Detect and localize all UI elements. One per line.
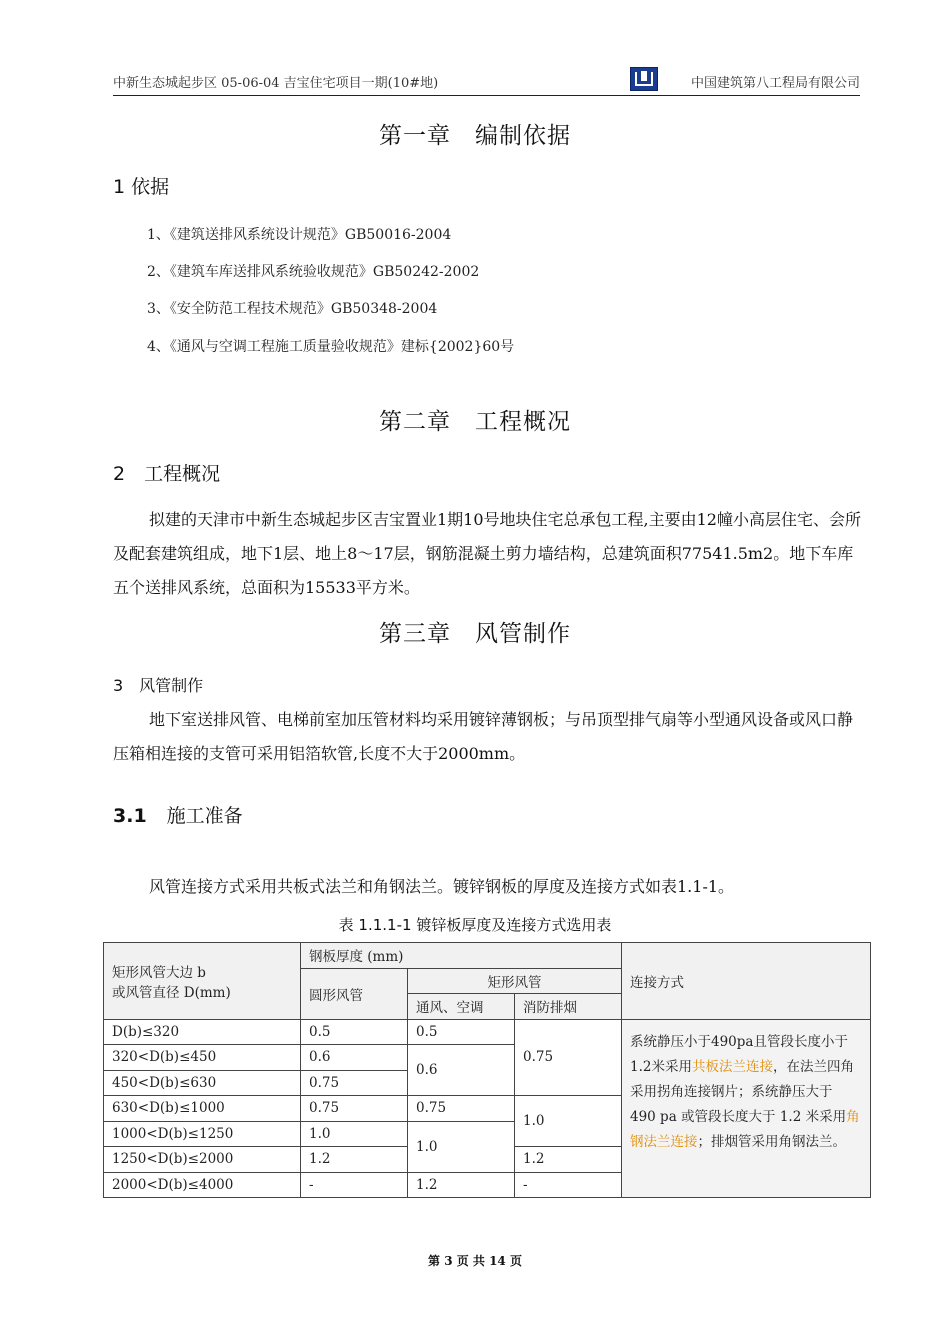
header-round: 圆形风管: [301, 968, 408, 1019]
table-row: 1000<D(b)≤1250 1.0 1.0: [104, 1121, 871, 1147]
header-size: 矩形风管大边 b 或风管直径 D(mm): [104, 943, 301, 1020]
subsection-paragraph: 风管连接方式采用共板式法兰和角钢法兰。镀锌钢板的厚度及连接方式如表1.1-1。: [149, 877, 735, 896]
section2-paragraph: 拟建的天津市中新生态城起步区吉宝置业1期10号地块住宅总承包工程,主要由12幢小高层住宅、会所及配套建筑组成，地下1层、地上8～17层，钢筋混凝土剪力墙结构，总建筑面积77541.5m2。地下车库五个送排风系统，总面积为15533平方米。: [113, 510, 861, 597]
subsection-3-1-title: [113, 801, 243, 828]
reference-3: 3、《安全防范工程技术规范》GB50348-2004: [147, 301, 438, 317]
header-thickness: 钢板厚度 (mm): [301, 943, 622, 969]
header-connection: 连接方式: [622, 943, 871, 1020]
connection-note: 系统静压小于490pa且管段长度小于1.2米采用共板法兰连接，在法兰四角采用拐角连接钢片；系统静压大于 490 pa 或管段长度大于 1.2 米采用角钢法兰连接；排烟管采用角钢法兰。: [622, 1019, 871, 1198]
section2-title: 2 工程概况: [113, 463, 221, 485]
subsection-number: 3.1: [113, 805, 147, 827]
section3-paragraph: 地下室送排风管、电梯前室加压管材料均采用镀锌薄钢板；与吊顶型排气扇等小型通风设备或风口静压箱相连接的支管可采用铝箔软管,长度不大于2000mm。: [113, 710, 854, 763]
chapter2-title: 第二章 工程概况: [379, 409, 571, 435]
header-smoke: 消防排烟: [515, 994, 622, 1020]
company-logo-icon: [630, 67, 658, 91]
header-divider: [113, 95, 860, 96]
thickness-table: [103, 942, 871, 1198]
table-row: 450<D(b)≤630 0.75: [104, 1070, 871, 1096]
chapter3-title: 第三章 风管制作: [379, 621, 571, 647]
reference-2: 2、《建筑车库送排风系统验收规范》GB50242-2002: [147, 264, 480, 280]
table-row: 630<D(b)≤1000 0.75 0.75 1.0: [104, 1096, 871, 1122]
reference-4: 4、《通风与空调工程施工质量验收规范》建标{2002}60号: [147, 339, 515, 355]
page-footer: 第 3 页 共 14 页: [428, 1254, 522, 1268]
table-row: 1250<D(b)≤2000 1.2 1.2: [104, 1147, 871, 1173]
table-row: 320<D(b)≤450 0.6 0.6: [104, 1045, 871, 1071]
table-row: 2000<D(b)≤4000 - 1.2 -: [104, 1172, 871, 1198]
reference-1: 1、《建筑送排风系统设计规范》GB50016-2004: [147, 227, 452, 243]
section3-title: 3 风管制作: [113, 676, 204, 695]
header-project: 中新生态城起步区 05-06-04 吉宝住宅项目一期(10#地): [113, 76, 439, 91]
table-row: D(b)≤320 0.5 0.5 0.75 系统静压小于490pa且管段长度小于1.2米采用共板法兰连接，在法兰四角采用拐角连接钢片；系统静压大于 490 pa 或管段长度大于 1.2 米采用角钢法兰连接；排烟管采用角钢法兰。: [104, 1019, 871, 1045]
header-rect: 矩形风管: [408, 968, 622, 994]
chapter1-title: 第一章 编制依据: [379, 123, 571, 149]
subsection-label: 施工准备: [166, 805, 243, 827]
header-company: 中国建筑第八工程局有限公司: [690, 76, 860, 91]
table-caption: 表 1.1.1-1 镀锌板厚度及连接方式选用表: [338, 916, 612, 934]
section1-title: 1 依据: [113, 176, 170, 198]
header-vent: 通风、空调: [408, 994, 515, 1020]
